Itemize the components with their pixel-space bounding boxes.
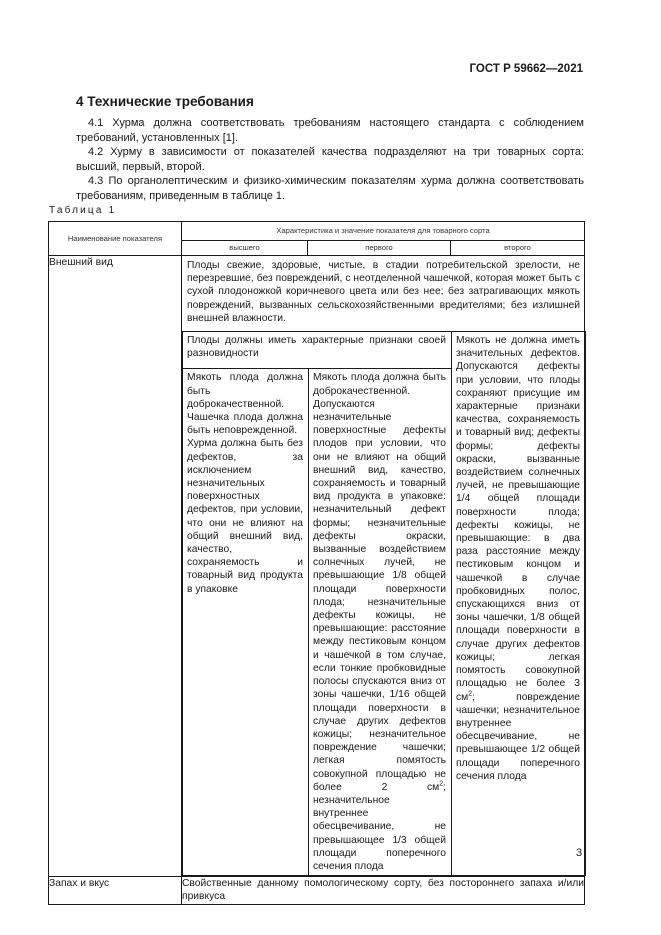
column-header-highest: высшего [182,241,308,256]
table-row-appearance [49,256,585,877]
table-label: Таблица 1 [49,205,117,216]
row-name-appearance: Внешний вид [49,256,182,877]
appearance-variety-text: Плоды должны иметь характерные признаки своей разновидности [187,335,447,360]
column-header-second: второго [451,241,585,256]
appearance-common-text: Плоды свежие, здоровые, чистые, в стадии потребительской зрелости, не перезревшие, без повреждений, с неотделенной чашечкой, которая может быть с сухой плодоножкой коричневого цвета или без нее; без затрагивающих мякоть повреждений, вызванных сельскохозяйственными вредителями; без излишней внешней влажности. [187,260,581,324]
row-name-smell: Запах и вкус [49,877,182,904]
requirements-table [48,221,585,905]
column-header-first: первого [308,241,451,256]
page-number: 3 [576,847,583,859]
section-title: 4 Технические требования [76,94,254,109]
table-row-smell [49,877,585,904]
appearance-first-grade: Мякоть плода должна быть доброкачественной. Допускаются незначительные поверхностные дефекты плодов при условии, что они не влияют на общий внешний вид, качество, сохраняемость и товарный вид продукта в упаковке: незначительный дефект формы; незначительные дефекты окраски, вызванные воздействием солнечных лучей, не превышающие 1/8 общей площади поверхности плода; незначительные дефекты кожицы, не превышающие: расстояние между пестиковым концом и чашечкой в том случае, если тонкие пробковидные полосы спускаются вниз от зоны чашечки, 1/16 общей площади поверхности в случае других дефектов кожицы; незначительное повреждение чашечки; легкая помятость совокупной площадью не более 2 $см^2$; незначительное внутреннее обесцвечивание, не превышающее 1/3 общей площади поперечного сечения плода [313,372,447,872]
paragraph-4-3: 4.3 По органолептическим и физико-химическим показателям хурма должна соответствовать требованиям, приведенным в таблице 1. [76,175,584,202]
paragraph-4-2: 4.2 Хурму в зависимости от показателей качества подразделяют на три товарных сорта: высший, первый, второй. [76,146,584,173]
column-header-indicator: Наименование показателя [49,222,182,256]
appearance-highest-grade: Мякоть плода должна быть доброкачественной. Чашечка плода должна быть неповрежденной. Хурма должна быть без дефектов, за исключением незначительных поверхностных дефектов, при условии, что они не влияют на общий внешний вид, качество, сохраняемость и товарный вид продукта в упаковке [187,372,303,595]
standard-designation: ГОСТ Р 59662—2021 [469,63,583,75]
paragraph-4-1: 4.1 Хурма должна соответствовать требованиям настоящего стандарта с соблюдением требований, установленных [1]. [76,117,584,144]
smell-text: Свойственные данному помологическому сорту, без постороннего запаха и/или привкуса [182,878,585,903]
column-header-group: Характеристика и значение показателя для товарного сорта [182,222,585,241]
appearance-second-grade: Мякоть не должна иметь значительных дефектов. Допускаются дефекты при условии, что плоды сохраняют присущие им характерные признаки качества, сохраняемость и товарный вид; дефекты формы; дефекты окраски, вызванные воздействием солнечных лучей, не превышающие 1/4 общей площади поверхности плода; дефекты кожицы, не превышающие: в два раза расстояние между пестиковым концом и чашечкой в случае пробковидных полос, спускающихся вниз от зоны чашечки, 1/8 общей площади поверхности в случае других дефектов кожицы; легкая помятость совокупной площадью не более 3 $см^2$; повреждение чашечки; незначительное внутреннее обесцвечивание, не превышающее 1/2 общей площади поперечного сечения плода [456,335,581,782]
appearance-grades-table [182,331,586,876]
